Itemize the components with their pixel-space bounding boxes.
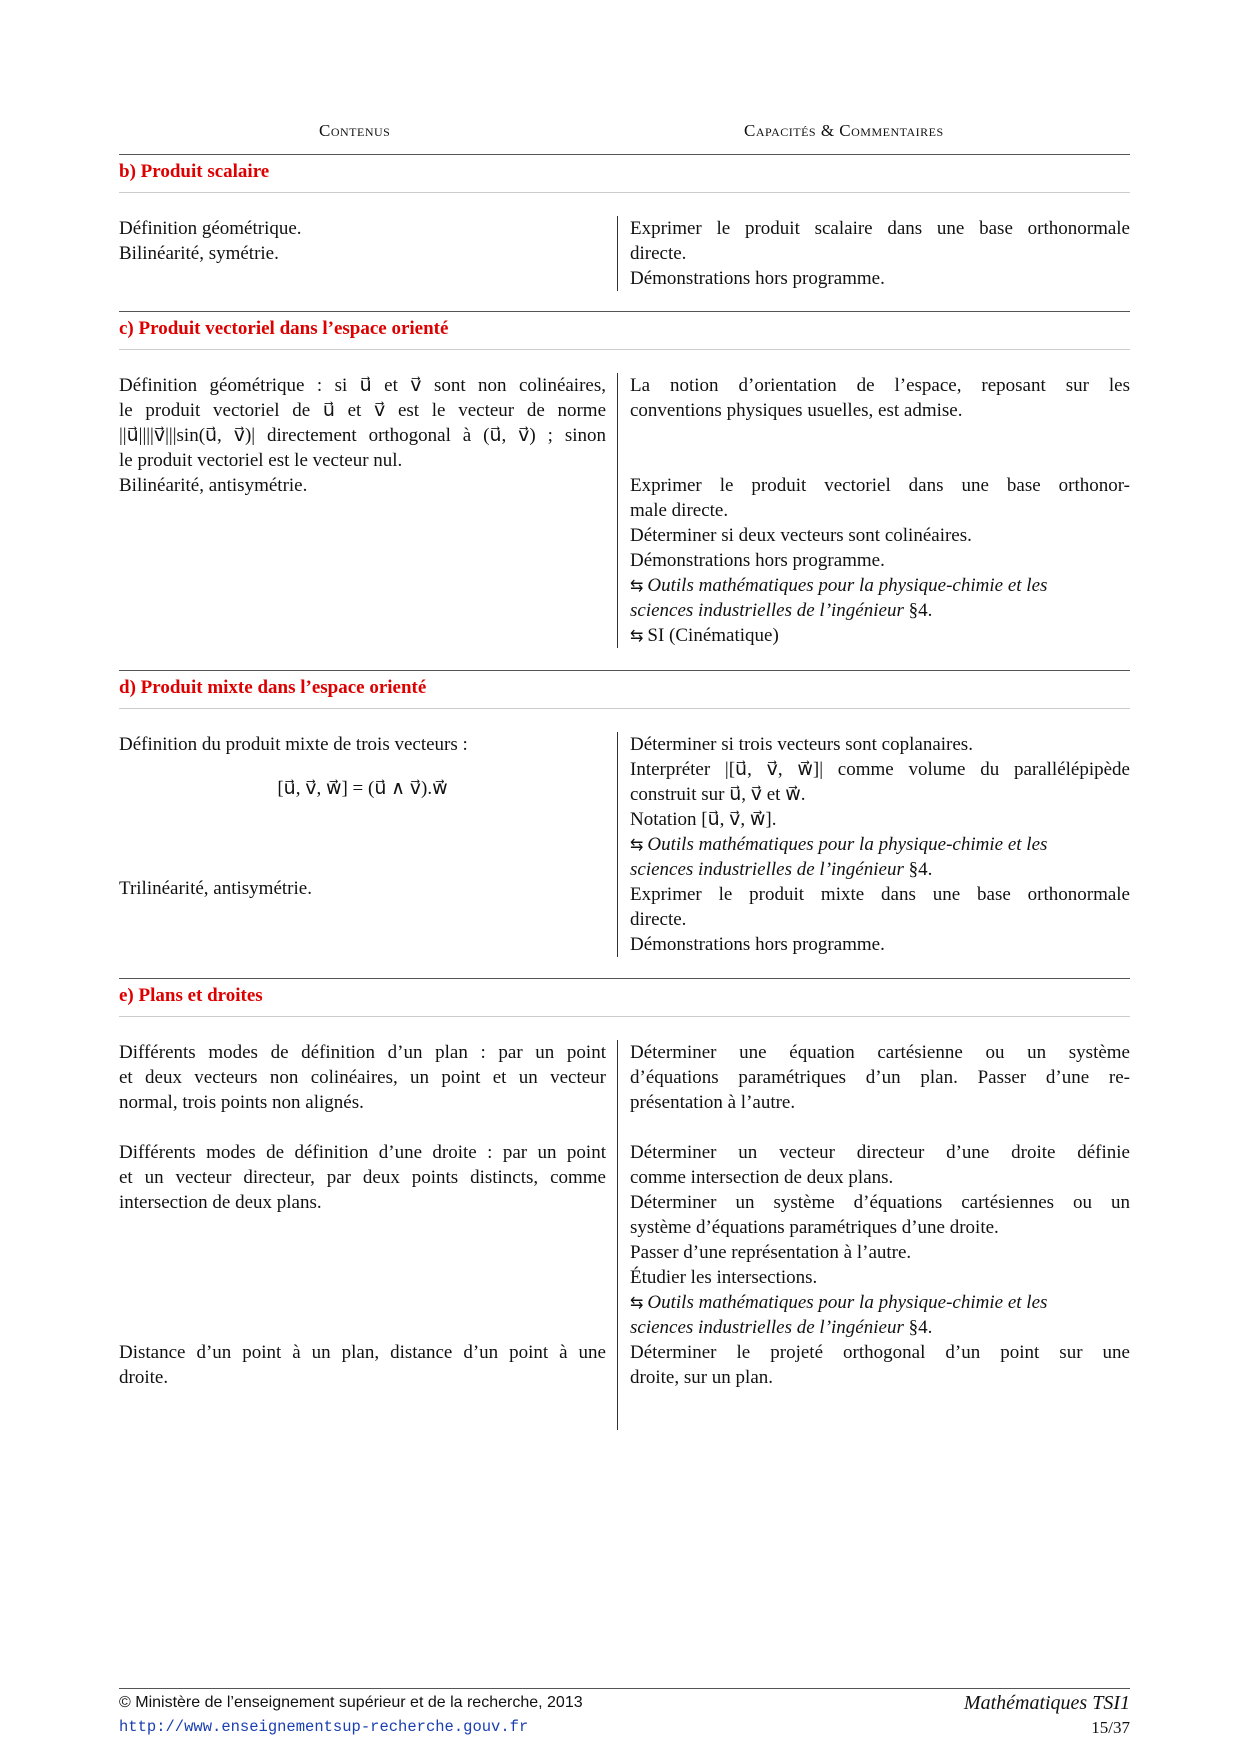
right-column: [630, 373, 1130, 648]
text-line: [119, 1265, 606, 1290]
text-line: [630, 757, 1130, 782]
line-text: Trilinéarité, antisymétrie.: [119, 878, 312, 899]
text-line: [119, 1365, 606, 1390]
text-line: [630, 732, 1130, 757]
line-text: Démonstrations hors programme.: [630, 934, 885, 955]
text-line: [119, 1190, 606, 1215]
section-reference: §4.: [903, 600, 933, 621]
section-rule: [119, 978, 1130, 979]
section-body: [119, 1040, 1130, 1430]
line-text: Définition géométrique.: [119, 218, 302, 239]
text-line: [119, 876, 606, 901]
line-text: Exprimer le produit vectoriel dans une base orthonor-: [630, 475, 1130, 496]
left-column: [119, 732, 606, 957]
line-text: présentation à l’autre.: [630, 1092, 796, 1113]
text-line: [630, 832, 1130, 857]
text-line: [630, 1340, 1130, 1365]
section-body: [119, 732, 1130, 957]
text-line: [119, 1340, 606, 1365]
column-header-capacites: Capacités & Commentaires: [744, 121, 944, 140]
text-line: [119, 851, 606, 876]
text-line: [630, 882, 1130, 907]
text-line: [630, 373, 1130, 398]
text-line: [119, 1165, 606, 1190]
line-text: intersection de deux plans.: [119, 1192, 322, 1213]
line-text: d’équations paramétriques d’un plan. Passer d’une re-: [630, 1067, 1130, 1088]
text-line: [119, 216, 606, 241]
line-text: Déterminer le projeté orthogonal d’un point sur une: [630, 1342, 1130, 1363]
line-text: Notation [u⃗, v⃗, w⃗].: [630, 809, 777, 830]
footer-link[interactable]: http://www.enseignementsup-recherche.gouv.fr: [119, 1718, 529, 1736]
column-divider: [617, 1040, 618, 1430]
text-line: [119, 801, 606, 826]
line-text: Outils mathématiques pour la physique-chimie et les: [647, 1292, 1048, 1313]
line-text: et un vecteur directeur, par deux points distincts, comme: [119, 1167, 606, 1188]
text-line: [630, 1040, 1130, 1065]
text-line: [630, 448, 1130, 473]
text-line: [119, 1065, 606, 1090]
text-line: [630, 1190, 1130, 1215]
section-subrule: [119, 708, 1130, 709]
text-line: [630, 423, 1130, 448]
line-text: SI (Cinématique): [647, 625, 779, 646]
line-text: droite.: [119, 1367, 169, 1388]
line-text: Déterminer un vecteur directeur d’une droite définie: [630, 1142, 1130, 1163]
line-text: Outils mathématiques pour la physique-chimie et les: [647, 575, 1048, 596]
line-text: Déterminer si deux vecteurs sont colinéaires.: [630, 525, 972, 546]
line-text: La notion d’orientation de l’espace, reposant sur les: [630, 375, 1130, 396]
line-text: normal, trois points non alignés.: [119, 1092, 364, 1113]
text-line: [630, 241, 1130, 266]
line-text: Étudier les intersections.: [630, 1267, 818, 1288]
line-text: Exprimer le produit scalaire dans une base orthonormale: [630, 218, 1130, 239]
text-line: [630, 857, 1130, 882]
text-line: [119, 1115, 606, 1140]
line-text: Démonstrations hors programme.: [630, 268, 885, 289]
text-line: [119, 1040, 606, 1065]
section-heading: d) Produit mixte dans l’espace orienté: [119, 677, 427, 698]
text-line: [630, 907, 1130, 932]
section-rule: [119, 154, 1130, 155]
line-text: droite, sur un plan.: [630, 1367, 774, 1388]
text-line: [119, 1140, 606, 1165]
section-heading: e) Plans et droites: [119, 985, 263, 1006]
line-text: Bilinéarité, antisymétrie.: [119, 475, 308, 496]
text-line: [119, 1215, 606, 1240]
text-line: [119, 826, 606, 851]
section-reference: §4.: [903, 1317, 933, 1338]
section-body: [119, 216, 1130, 291]
text-line: [630, 266, 1130, 291]
right-column: [630, 1040, 1130, 1430]
text-line: [119, 373, 606, 398]
text-line: [630, 1215, 1130, 1240]
text-line: [630, 623, 1130, 648]
line-text: sciences industrielles de l’ingénieur: [630, 1317, 904, 1338]
left-column: [119, 216, 606, 291]
text-line: [119, 448, 606, 473]
text-line: [630, 1115, 1130, 1140]
text-line: [630, 398, 1130, 423]
text-line: [119, 1240, 606, 1265]
text-line: [630, 473, 1130, 498]
line-text: le produit vectoriel est le vecteur nul.: [119, 450, 403, 471]
text-line: [630, 598, 1130, 623]
line-text: Définition géométrique : si u⃗ et v⃗ sont non colinéaires,: [119, 375, 606, 396]
line-text: Déterminer si trois vecteurs sont coplanaires.: [630, 734, 973, 755]
line-text: Distance d’un point à un plan, distance d’un point à une: [119, 1342, 606, 1363]
line-text: sciences industrielles de l’ingénieur: [630, 600, 904, 621]
line-text: Passer d’une représentation à l’autre.: [630, 1242, 912, 1263]
section-body: [119, 373, 1130, 648]
text-line: [630, 548, 1130, 573]
left-column: [119, 373, 606, 648]
line-text: male directe.: [630, 500, 729, 521]
column-header-contenus: Contenus: [319, 121, 391, 140]
cross-reference-arrows-icon: ⇆: [630, 578, 644, 595]
cross-reference-arrows-icon: ⇆: [630, 837, 644, 854]
text-line: [630, 1240, 1130, 1265]
text-line: [630, 498, 1130, 523]
text-line: [119, 473, 606, 498]
line-text: sciences industrielles de l’ingénieur: [630, 859, 904, 880]
line-text: Bilinéarité, symétrie.: [119, 243, 279, 264]
line-text: système d’équations paramétriques d’une droite.: [630, 1217, 999, 1238]
section-rule: [119, 670, 1130, 671]
text-line: [630, 807, 1130, 832]
line-text: [u⃗, v⃗, w⃗] = (u⃗ ∧ v⃗).w⃗: [277, 778, 448, 799]
line-text: Différents modes de définition d’un plan : par un point: [119, 1042, 606, 1063]
line-text: Définition du produit mixte de trois vecteurs :: [119, 734, 468, 755]
line-text: Différents modes de définition d’une droite : par un point: [119, 1142, 606, 1163]
text-line: [119, 1315, 606, 1340]
section-subrule: [119, 349, 1130, 350]
line-text: Démonstrations hors programme.: [630, 550, 885, 571]
footer-copyright: © Ministère de l’enseignement supérieur et de la recherche, 2013: [119, 1694, 583, 1711]
text-line: [630, 932, 1130, 957]
text-line: [630, 573, 1130, 598]
right-column: [630, 216, 1130, 291]
line-text: Déterminer une équation cartésienne ou un système: [630, 1042, 1130, 1063]
text-line: [119, 1290, 606, 1315]
section-heading: c) Produit vectoriel dans l’espace orienté: [119, 318, 449, 339]
line-text: directe.: [630, 909, 687, 930]
cross-reference-arrows-icon: ⇆: [630, 1295, 644, 1312]
line-text: Outils mathématiques pour la physique-chimie et les: [647, 834, 1048, 855]
text-line: [630, 1140, 1130, 1165]
section-subrule: [119, 1016, 1130, 1017]
line-text: directe.: [630, 243, 687, 264]
left-column: [119, 1040, 606, 1430]
column-divider: [617, 732, 618, 957]
text-line: [630, 1290, 1130, 1315]
column-divider: [617, 373, 618, 648]
line-text: et deux vecteurs non colinéaires, un point et un vecteur: [119, 1067, 606, 1088]
text-line: [119, 241, 606, 266]
text-line: [630, 1315, 1130, 1340]
text-line: [630, 782, 1130, 807]
line-text: conventions physiques usuelles, est admise.: [630, 400, 963, 421]
page-number: 15/37: [1091, 1718, 1130, 1737]
section-heading: b) Produit scalaire: [119, 161, 270, 182]
line-text: ||u⃗||||v⃗|||sin(u⃗, v⃗)| directement orthogonal à (u⃗, v⃗) ; sinon: [119, 425, 606, 446]
text-line: [630, 1090, 1130, 1115]
section-subrule: [119, 192, 1130, 193]
text-line: [119, 1090, 606, 1115]
footer-rule: [119, 1688, 1130, 1689]
text-line: [630, 216, 1130, 241]
text-line: [630, 1165, 1130, 1190]
line-text: Exprimer le produit mixte dans une base orthonormale: [630, 884, 1130, 905]
section-rule: [119, 311, 1130, 312]
formula: [119, 776, 606, 801]
line-text: comme intersection de deux plans.: [630, 1167, 894, 1188]
line-text: construit sur u⃗, v⃗ et w⃗.: [630, 784, 806, 805]
footer-title: Mathématiques TSI1: [963, 1692, 1130, 1714]
text-line: [630, 1065, 1130, 1090]
line-text: Déterminer un système d’équations cartésiennes ou un: [630, 1192, 1130, 1213]
text-line: [630, 1265, 1130, 1290]
text-line: [119, 423, 606, 448]
line-text: le produit vectoriel de u⃗ et v⃗ est le vecteur de norme: [119, 400, 606, 421]
text-line: [630, 1365, 1130, 1390]
line-text: Interpréter |[u⃗, v⃗, w⃗]| comme volume du parallélépipède: [630, 759, 1130, 780]
column-divider: [617, 216, 618, 291]
right-column: [630, 732, 1130, 957]
cross-reference-arrows-icon: ⇆: [630, 628, 644, 645]
text-line: [119, 398, 606, 423]
section-reference: §4.: [903, 859, 933, 880]
text-line: [119, 732, 606, 757]
text-line: [630, 523, 1130, 548]
